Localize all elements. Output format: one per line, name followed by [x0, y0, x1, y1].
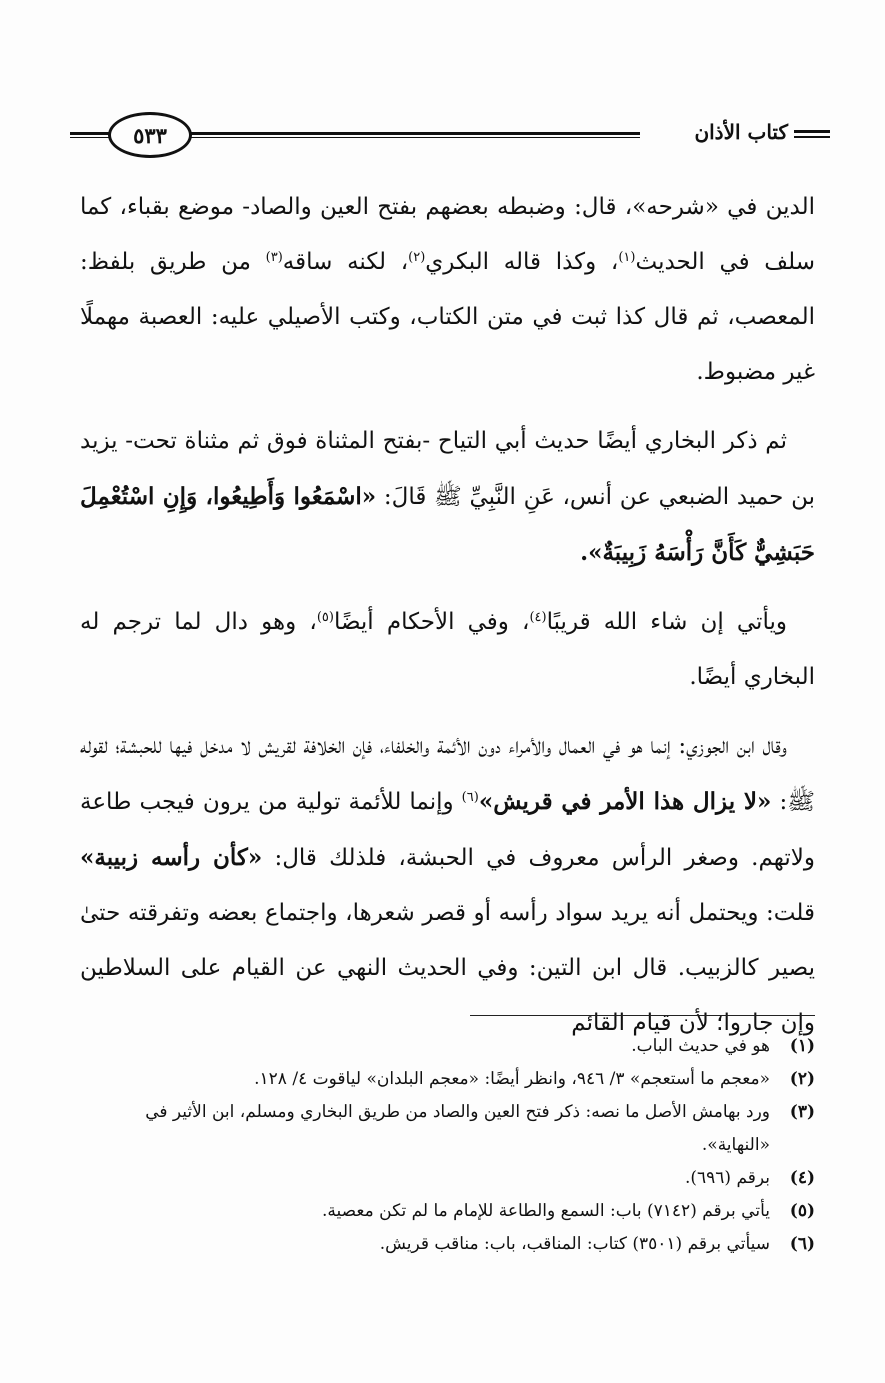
footnote-text: ورد بهامش الأصل ما نصه: ذكر فتح العين والصاد من طريق البخاري ومسلم، ابن الأثير في «النهاية».	[145, 1102, 770, 1155]
footnote	[80, 1063, 815, 1096]
hadith-quote: «اسْمَعُوا وَأَطِيعُوا، وَإِنِ اسْتُعْمِلَ حَبَشِيٌّ كَأَنَّ رَأْسَهُ زَبِيبَةٌ».	[80, 483, 815, 566]
text-run: قلت: ويحتمل أنه يريد سواد رأسه أو قصر شعرها، واجتماع بعضه وتفرقته حتىٰ يصير كالزبيب. قال ابن التين: وفي الحديث النهي عن القيام على السلاطين وإن جاروا؛ لأن قيام القائم	[80, 900, 815, 1036]
paragraph	[80, 180, 815, 400]
footnote	[80, 1162, 815, 1195]
paragraph	[80, 595, 815, 705]
footnote	[80, 1195, 815, 1228]
footnote-number: (٣)	[789, 1102, 815, 1122]
text-run: من طريق بلفظ: المعصب، ثم قال كذا ثبت في متن الكتاب، وكتب الأصيلي عليه: العصبة مهملًا غير مضبوط.	[80, 249, 815, 385]
header-ornament-bars	[794, 130, 830, 138]
footnote-ref: (٤)	[529, 610, 547, 625]
paragraph	[80, 414, 815, 581]
chapter-title: كتاب الأذان	[694, 120, 788, 144]
footnotes	[80, 1030, 815, 1261]
footnote-text: هو في حديث الباب.	[631, 1036, 770, 1056]
hadith-quote: «كأن رأسه زبيبة»	[80, 844, 263, 871]
footnote	[80, 1096, 815, 1162]
footnote-text: يأتي برقم (٧١٤٢) باب: السمع والطاعة للإمام ما لم تكن معصية.	[322, 1201, 770, 1221]
footnote-number: (٦)	[789, 1234, 815, 1254]
text-run: وإنما للأئمة تولية من يرون فيجب طاعة ولاتهم. وصغر الرأس معروف في الحبشة، فلذلك قال:	[80, 789, 815, 871]
footnote-text: «معجم ما أستعجم» ٣/ ٩٤٦، وانظر أيضًا: «معجم البلدان» لياقوت ٤/ ١٢٨.	[254, 1069, 770, 1089]
footnote-number: (٤)	[789, 1168, 815, 1188]
footnote-number: (٢)	[789, 1069, 815, 1089]
text-run: ثم ذكر البخاري أيضًا حديث أبي التياح -بفتح المثناة فوق ثم مثناة تحت- يزيد بن حميد الضبعي عن أنس، عَنِ النَّبِيِّ ﷺ قَالَ:	[80, 428, 815, 510]
footnote-ref: (٥)	[316, 610, 334, 625]
text-run: ، وفي الأحكام أيضًا	[333, 609, 530, 635]
page-header	[70, 108, 830, 168]
footnote	[80, 1030, 815, 1063]
footnote-ref: (٢)	[408, 250, 426, 265]
header-rule-left	[70, 132, 110, 138]
hadith-quote: «لا يزال هذا الأمر في قريش»	[478, 788, 772, 815]
text-run: الدين في «شرحه»، قال: وضبطه بعضهم بفتح العين والصاد- موضع بقباء، كما سلف في الحديث	[80, 194, 815, 275]
footnote-ref: (٦)	[461, 790, 479, 805]
footnote-separator	[470, 1015, 815, 1016]
text-run: ، وكذا قاله البكري	[425, 249, 619, 275]
header-rule	[188, 132, 640, 138]
footnote-text: سيأتي برقم (٣٥٠١) كتاب: المناقب، باب: مناقب قريش.	[379, 1234, 770, 1254]
main-text	[80, 180, 815, 1065]
page-number: ٥٣٣	[108, 112, 192, 158]
paragraph	[80, 719, 815, 1051]
footnote-ref: (٣)	[265, 250, 283, 265]
footnote	[80, 1228, 815, 1261]
text-run: ، وهو دال لما ترجم له البخاري أيضًا.	[80, 609, 815, 690]
footnote-ref: (١)	[618, 250, 636, 265]
text-run: وقال ابن الجوزي: إنما هو في العمال والأمراء دون الأئمة والخلفاء، فإن الخلافة لقريش لا مدخل فيها للحبشة؛ لقوله ﷺ:	[80, 733, 815, 815]
footnote-number: (١)	[789, 1036, 815, 1056]
footnote-text: برقم (٦٩٦).	[684, 1168, 770, 1188]
text-run: ويأتي إن شاء الله قريبًا	[546, 609, 787, 635]
footnote-number: (٥)	[789, 1201, 815, 1221]
text-run: ، لكنه ساقه	[282, 249, 409, 275]
